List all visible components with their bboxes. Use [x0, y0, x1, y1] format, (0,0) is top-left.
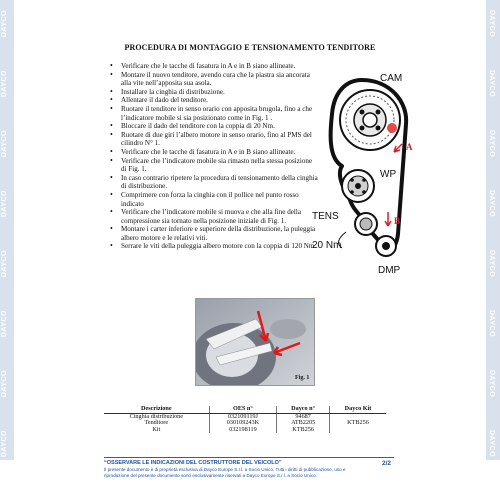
table-cell: ATB2205: [277, 420, 330, 427]
right-watermark-strip: [486, 0, 500, 460]
column-header: OES n°: [209, 406, 277, 413]
step-item: • Verificare che le tacche di fasatura in A e in B siano allineate.: [110, 62, 318, 71]
figure-caption: Fig. 1: [295, 375, 310, 381]
label-cam: CAM: [380, 73, 403, 84]
table-cell-kit: KTB256: [330, 413, 387, 433]
column-header: Descrizione: [104, 406, 209, 413]
table-cell: KTB256: [277, 427, 330, 434]
step-item: • Verificare che l’indicatore mobile si muova e che alla fine della compressione sia tornato nella posizione iniziale di Fig. 1.: [110, 208, 318, 225]
column-header: Dayco Kit: [330, 406, 387, 413]
label-torque: 20 Nm: [312, 240, 342, 251]
arrow-a-icon: [394, 144, 402, 152]
watermark-text: DAYCO: [1, 190, 8, 218]
step-item: • Ruotare il tenditore in senso orario con apposita brugola, fino a che l’indicatore mobile si sia posizionato come in Fig. 1 .: [110, 105, 318, 122]
table-cell: Cinghia distribuzione: [129, 412, 184, 420]
tensioner-pulley: [355, 213, 377, 235]
watermark-text: DAYCO: [1, 70, 8, 98]
step-item: • Bloccare il dado del tenditore con la coppia di 20 Nm.: [110, 122, 318, 131]
page-number: 2/2: [382, 460, 392, 467]
step-item: • Verificare che le tacche di fasatura in A e in B siano allineate.: [110, 148, 318, 157]
mark-b: B: [394, 216, 401, 226]
step-item: • Ruotare di due giri l’albero motore in senso orario, fino al PMS del cilindro N° 1.: [110, 131, 318, 148]
watermark-text: DAYCO: [488, 190, 495, 218]
watermark-text: DAYCO: [1, 250, 8, 278]
tensioner-photo: [195, 298, 315, 386]
table-cell: Kit: [152, 425, 161, 433]
belt-layout-diagram: [310, 62, 430, 282]
left-watermark-strip: [0, 0, 14, 460]
step-item: • Allentare il dado del tenditore.: [110, 96, 318, 105]
label-wp: WP: [380, 169, 397, 180]
table-cell: 94687: [277, 413, 330, 420]
footer-title: “OSSERVARE LE INDICAZIONI DEL COSTRUTTORE DEL VEICOLO”: [104, 460, 282, 466]
watermark-text: DAYCO: [488, 70, 495, 98]
watermark-text: DAYCO: [488, 430, 495, 458]
arrow-b-icon: [385, 212, 391, 226]
step-item: • Montare i carter inferiore e superiore della distribuzione, la puleggia albero motore e le relativi viti.: [110, 225, 318, 242]
table-cell: Tenditore: [144, 419, 169, 427]
watermark-text: DAYCO: [1, 310, 8, 338]
water-pump-pulley: [342, 170, 374, 202]
step-item: • Serrare le viti della puleggia albero motore con la coppia di 120 Nm.: [110, 242, 318, 251]
watermark-text: DAYCO: [488, 130, 495, 158]
table-cell: 032198119: [209, 427, 277, 434]
crankshaft-damper-pulley: [376, 236, 396, 256]
step-item: • Montare il nuovo tenditore, avendo cura che la piastra sia ancorata alla vite nell’apposita sua asola.: [110, 71, 318, 88]
footer-divider: [104, 457, 394, 458]
table-cell: 032109119J: [209, 413, 277, 420]
step-item: • Installare la cinghia di distribuzione.: [110, 88, 318, 97]
parts-table: [104, 406, 386, 433]
watermark-text: DAYCO: [1, 10, 8, 38]
label-dmp: DMP: [378, 265, 401, 276]
procedure-steps: [110, 62, 318, 251]
watermark-text: DAYCO: [488, 250, 495, 278]
table-cell: 030109243K: [209, 420, 277, 427]
watermark-text: DAYCO: [1, 430, 8, 458]
watermark-text: DAYCO: [488, 370, 495, 398]
watermark-text: DAYCO: [1, 370, 8, 398]
footer-disclaimer: Il presente documento è di proprietà esclusiva di Dayco Europe S.r.l. a Socio Unico. Tutti i diritti di pubblicazione, uso e riproduzione del presente documento sono esclusivamente riservati a Dayco Europe S.r.l. a Socio Unico.: [104, 467, 346, 478]
column-header: Dayco n°: [277, 406, 330, 413]
watermark-text: DAYCO: [1, 130, 8, 158]
watermark-text: DAYCO: [488, 310, 495, 338]
step-item: • Comprimere con forza la cinghia con il pollice nel punto rosso indicato: [110, 191, 318, 208]
mark-a: A: [406, 142, 413, 152]
step-item: • Verificare che l’indicatore mobile sia rimasto nella stessa posizione di Fig. 1.: [110, 157, 318, 174]
page-title: PROCEDURA DI MONTAGGIO E TENSIONAMENTO TENDITORE: [124, 43, 376, 52]
cam-pulley: [340, 90, 400, 150]
label-tens: TENS: [312, 211, 339, 222]
step-item: • In caso contrario ripetere la procedura di tensionamento della cinghia di distribuzione.: [110, 174, 318, 191]
watermark-text: DAYCO: [488, 10, 495, 38]
